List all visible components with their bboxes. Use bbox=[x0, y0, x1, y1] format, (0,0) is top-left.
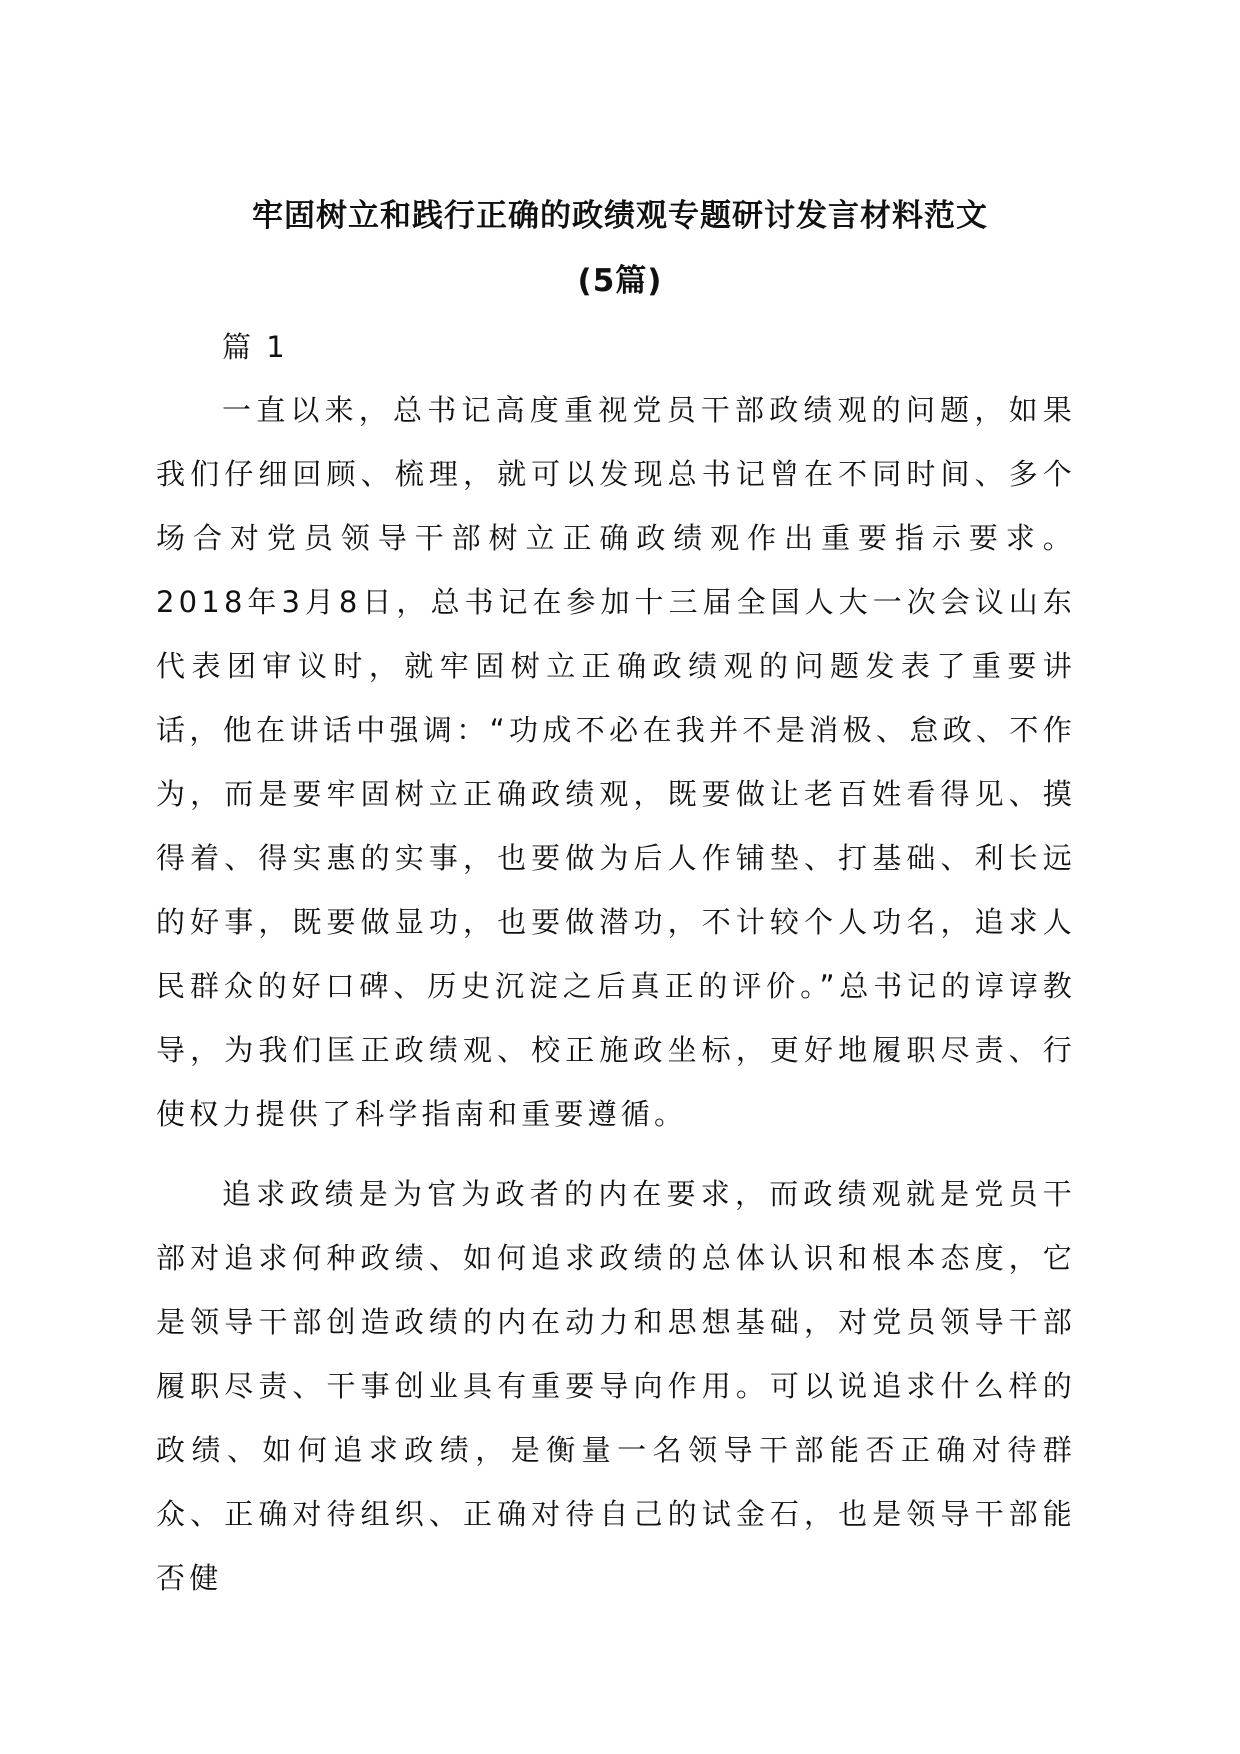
document-subtitle: (5篇) bbox=[577, 263, 663, 299]
body-paragraph-2: 追求政绩是为官为政者的内在要求，而政绩观就是党员干部对追求何种政绩、如何追求政绩的总体认识和根本态度，它是领导干部创造政绩的内在动力和思想基础，对党员领导干部履职尽责、干事创业具有重要导向作用。可以说追求什么样的政绩、如何追求政绩，是衡量一名领导干部能否正确对待群众、正确对待组织、正确对待自己的试金石，也是领导干部能否健 bbox=[156, 1177, 1076, 1595]
document-title: 牢固树立和践行正确的政绩观专题研讨发言材料范文 bbox=[252, 198, 988, 234]
body-paragraph-1: 一直以来，总书记高度重视党员干部政绩观的问题，如果我们仔细回顾、梳理，就可以发现总书记曾在不同时间、多个场合对党员领导干部树立正确政绩观作出重要指示要求。2018年3月8日，总书记在参加十三届全国人大一次会议山东代表团审议时，就牢固树立正确政绩观的问题发表了重要讲话，他在讲话中强调：“功成不必在我并不是消极、怠政、不作为，而是要牢固树立正确政绩观，既要做让老百姓看得见、摸得着、得实惠的实事，也要做为后人作铺垫、打基础、利长远的好事，既要做显功，也要做潜功，不计较个人功名，追求人民群众的好口碑、历史沉淀之后真正的评价。”总书记的谆谆教导，为我们匡正政绩观、校正施政坐标，更好地履职尽责、行使权力提供了科学指南和重要遵循。 bbox=[156, 393, 1076, 1131]
section-label: 篇 1 bbox=[222, 330, 288, 364]
